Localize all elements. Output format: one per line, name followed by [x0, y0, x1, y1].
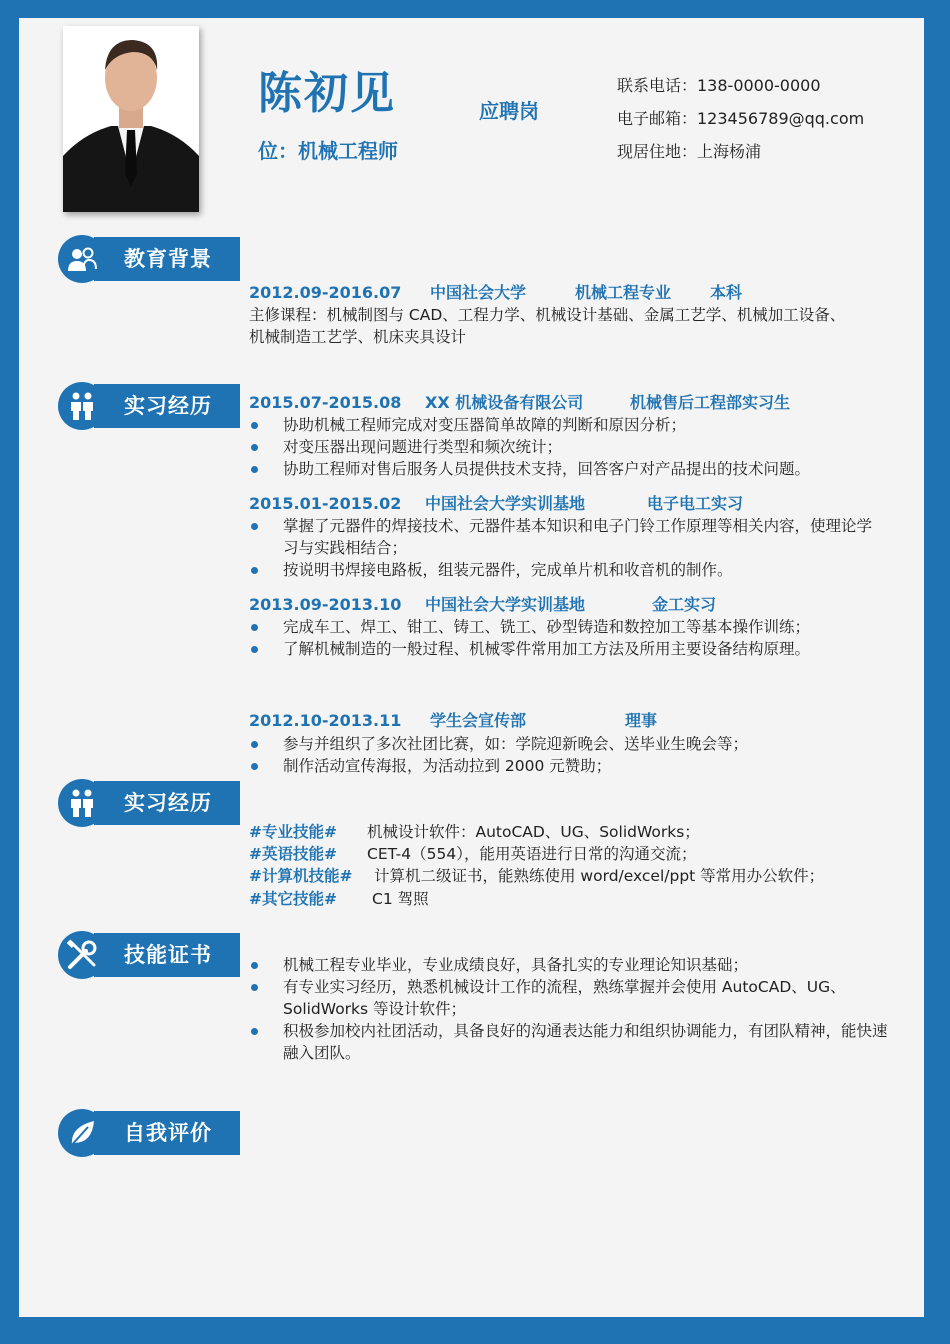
list-item: 机械工程专业毕业，专业成绩良好，具备扎实的专业理论知识基础；: [249, 954, 899, 976]
skill-key: #英语技能#: [249, 845, 337, 863]
section-education: [58, 235, 240, 283]
experience-date: 2013.09-2013.10: [249, 595, 402, 614]
education-degree: 本科: [710, 283, 743, 302]
phone: 联系电话：138-0000-0000: [617, 76, 821, 95]
experience-role: 电子电工实习: [647, 494, 744, 513]
list-item: 制作活动宣传海报，为活动拉到 2000 元赞助；: [249, 755, 899, 777]
education-major: 机械工程专业: [575, 283, 672, 302]
section-title: 实习经历: [124, 394, 212, 418]
job-title-value: 位：机械工程师: [258, 139, 398, 163]
skill-value: CET-4（554），能用英语进行日常的沟通交流；: [367, 845, 697, 863]
two-persons-icon: [58, 779, 106, 827]
section-title: 实习经历: [124, 791, 212, 815]
list-item: 掌握了元器件的焊接技术、元器件基本知识和电子门铃工作原理等相关内容，使理论学习与实践相结合；: [249, 515, 879, 559]
profile-photo: [63, 26, 199, 212]
experience-date: 2015.07-2015.08: [249, 393, 402, 412]
tools-icon: [58, 931, 106, 979]
skill-row: [249, 888, 429, 910]
experience-date: 2015.01-2015.02: [249, 494, 402, 513]
section-internship: [58, 779, 240, 827]
two-persons-icon: [58, 382, 106, 430]
list-item: 按说明书焊接电路板，组装元器件，完成单片机和收音机的制作。: [249, 559, 879, 581]
experience-org: 中国社会大学实训基地: [425, 494, 586, 513]
list-item: 完成车工、焊工、钳工、铸工、铣工、砂型铸造和数控加工等基本操作训练；: [249, 616, 899, 638]
skills-cert-bullets: [249, 954, 899, 1064]
experience-role: 机械售后工程部实习生: [630, 393, 791, 412]
experience-bullets: [249, 414, 899, 480]
section-title: 技能证书: [124, 943, 212, 967]
list-item: 了解机械制造的一般过程、机械零件常用加工方法及所用主要设备结构原理。: [249, 638, 899, 660]
list-item: 对变压器出现问题进行类型和频次统计；: [249, 436, 899, 458]
skill-key: #计算机技能#: [249, 867, 353, 885]
job-title-label: 应聘岗: [479, 99, 539, 123]
experience-role: 理事: [625, 711, 658, 730]
experience-header: [249, 594, 889, 616]
experience-bullets: [249, 733, 899, 777]
people-icon: [58, 235, 106, 283]
skill-row: [249, 821, 700, 843]
list-item: 协助机械工程师完成对变压器简单故障的判断和原因分析；: [249, 414, 899, 436]
address: 现居住地：上海杨浦: [617, 142, 762, 161]
section-title: 教育背景: [124, 247, 212, 271]
education-date: 2012.09-2016.07: [249, 283, 402, 302]
section-title: 自我评价: [124, 1121, 212, 1145]
skill-key: #其它技能#: [249, 890, 337, 908]
skill-value: C1 驾照: [372, 890, 429, 908]
experience-org: 中国社会大学实训基地: [425, 595, 586, 614]
contact-info: [617, 76, 864, 175]
experience-header: [249, 392, 889, 414]
skill-value: 机械设计软件：AutoCAD、UG、SolidWorks；: [367, 823, 700, 841]
candidate-name: 陈初见: [258, 68, 396, 119]
skill-row: [249, 843, 697, 865]
education-header: [249, 282, 889, 304]
leaf-icon: [58, 1109, 106, 1157]
education-courses-1: 主修课程：机械制图与 CAD、工程力学、机械设计基础、金属工艺学、机械加工设备、: [249, 306, 846, 324]
experience-role: 金工实习: [652, 595, 717, 614]
education-courses-2: 机械制造工艺学、机床夹具设计: [249, 328, 467, 346]
education-school: 中国社会大学: [430, 283, 527, 302]
list-item: 积极参加校内社团活动，具备良好的沟通表达能力和组织协调能力，有团队精神，能快速融入团队。: [249, 1020, 899, 1064]
section-self-eval: [58, 1109, 240, 1157]
list-item: 协助工程师对售后服务人员提供技术支持，回答客户对产品提出的技术问题。: [249, 458, 899, 480]
experience-bullets: [249, 616, 899, 660]
experience-header: [249, 710, 889, 732]
email: 电子邮箱：123456789@qq.com: [617, 109, 865, 128]
skill-value: 计算机二级证书，能熟练使用 word/excel/ppt 等常用办公软件；: [374, 867, 825, 885]
skill-key: #专业技能#: [249, 823, 337, 841]
list-item: 参与并组织了多次社团比赛，如：学院迎新晚会、送毕业生晚会等；: [249, 733, 899, 755]
experience-bullets: [249, 515, 879, 581]
experience-org: 学生会宣传部: [430, 711, 527, 730]
section-internship: [58, 382, 240, 430]
experience-date: 2012.10-2013.11: [249, 711, 402, 730]
section-skills-cert: [58, 931, 240, 979]
list-item: 有专业实习经历，熟悉机械设计工作的流程，熟练掌握并会使用 AutoCAD、UG、SolidWorks 等设计软件；: [249, 976, 899, 1020]
skill-row: [249, 865, 825, 887]
experience-header: [249, 493, 889, 515]
experience-org: XX 机械设备有限公司: [425, 393, 584, 412]
